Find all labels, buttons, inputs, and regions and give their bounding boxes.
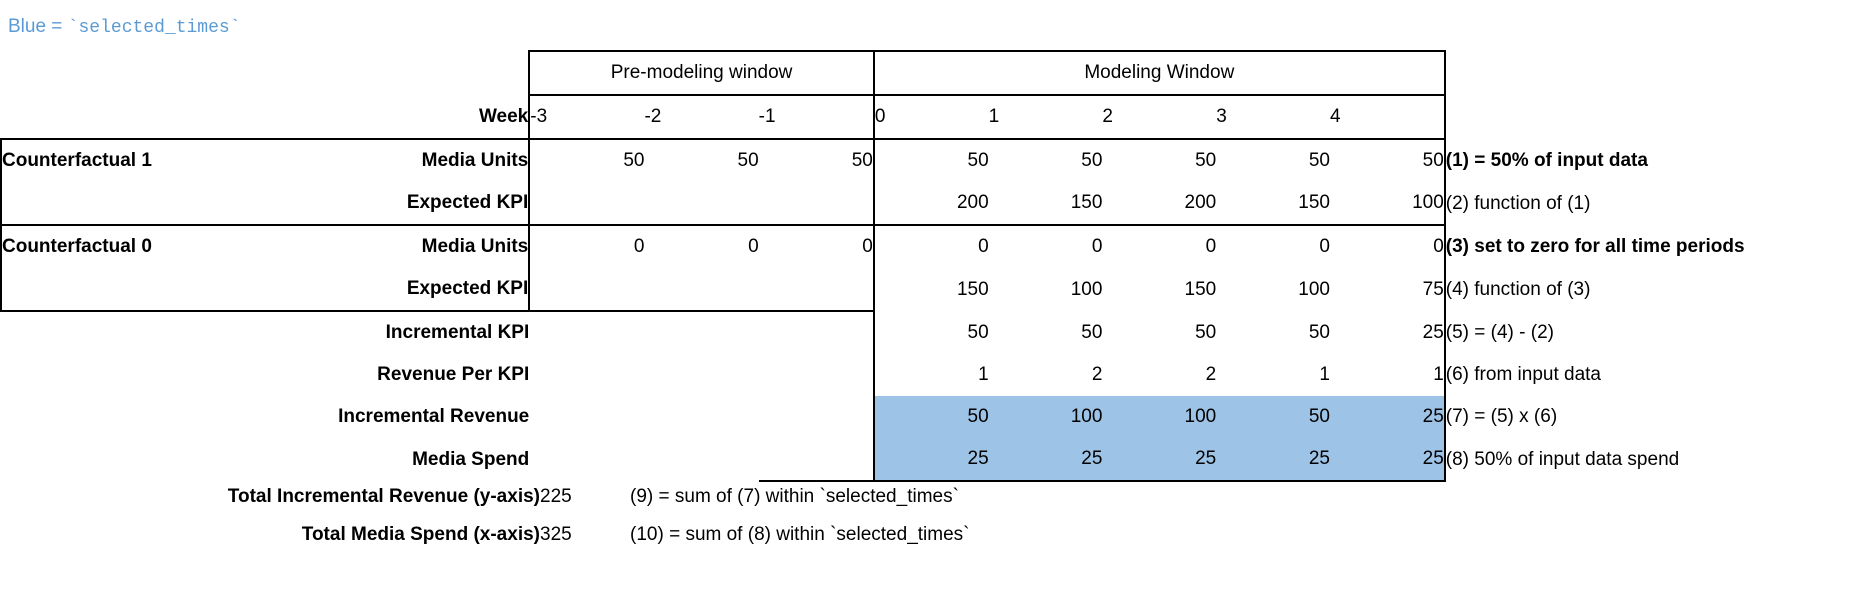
- week-col-mod-4: 4: [1330, 95, 1445, 139]
- cell-pre: [759, 438, 874, 481]
- row-group: [1, 354, 250, 396]
- cell-pre: [759, 268, 874, 311]
- cell-pre: 0: [644, 225, 758, 268]
- row-note: (1) = 50% of input data: [1445, 149, 1648, 171]
- cell-pre: 0: [529, 225, 644, 268]
- cell-pre: 50: [529, 139, 644, 182]
- cell-mod-highlighted: 25: [1102, 438, 1216, 481]
- empty-cell: [1, 95, 250, 139]
- cell-mod-highlighted: 25: [989, 438, 1103, 481]
- cell-pre: [759, 182, 874, 225]
- cell-mod: 100: [1070, 278, 1103, 300]
- cell-mod: 0: [1216, 225, 1330, 268]
- cell-mod: 75: [1330, 268, 1445, 311]
- row-group-counterfactual-0: Counterfactual 0: [1, 225, 250, 268]
- cell-mod: 2: [1205, 364, 1217, 385]
- cell-mod: 200: [1184, 192, 1217, 213]
- cell-mod: 25: [1330, 311, 1445, 354]
- cell-mod-highlighted: 25: [1216, 438, 1330, 481]
- table-row: [1, 396, 1875, 438]
- cell-mod-highlighted: 50: [1216, 396, 1330, 438]
- totals-row: [0, 516, 969, 554]
- cell-pre: [529, 311, 644, 354]
- row-label: Expected KPI: [250, 268, 530, 311]
- row-label: Expected KPI: [406, 192, 529, 213]
- row-note: (7) = (5) x (6): [1445, 406, 1558, 427]
- cell-mod-highlighted: 100: [989, 396, 1103, 438]
- total-note: (10) = sum of (8) within `selected_times`: [630, 524, 970, 545]
- week-col-mod-3: 3: [1216, 95, 1330, 139]
- week-col-mod-0: 0: [874, 95, 989, 139]
- legend-prefix: Blue =: [8, 16, 63, 37]
- row-note: (5) = (4) - (2): [1445, 321, 1554, 343]
- row-label: Media Units: [250, 139, 530, 182]
- row-label: Incremental KPI: [385, 322, 530, 343]
- week-col-pre-1: -2: [644, 95, 758, 139]
- cell-mod: 50: [874, 139, 989, 182]
- empty-cell: [1445, 51, 1875, 95]
- table-grid: [0, 50, 1876, 482]
- cell-mod: 100: [1330, 182, 1445, 225]
- cell-mod: 50: [989, 139, 1103, 182]
- cell-mod: 100: [1298, 278, 1330, 300]
- cell-pre: [529, 396, 644, 438]
- cell-pre: [529, 438, 644, 481]
- row-group-counterfactual-1: Counterfactual 1: [1, 139, 250, 182]
- week-label: Week: [478, 105, 529, 127]
- week-col-pre-2: -1: [759, 95, 874, 139]
- cell-pre: 50: [759, 139, 874, 182]
- row-label: Media Units: [250, 225, 530, 268]
- cell-mod: 50: [967, 321, 989, 343]
- cell-mod: 2: [1091, 364, 1103, 385]
- row-group: [1, 268, 250, 311]
- cell-pre: 50: [644, 139, 758, 182]
- cell-mod: 1: [1330, 354, 1445, 396]
- total-value: 325: [540, 524, 572, 545]
- row-group: [1, 438, 250, 481]
- cell-mod: 1: [978, 364, 989, 385]
- cell-mod: 50: [1195, 321, 1217, 343]
- totals-table: [0, 478, 969, 554]
- row-note: (6) from input data: [1445, 364, 1602, 385]
- row-group: [1, 396, 250, 438]
- table-row: [1, 268, 1875, 311]
- empty-cell: [1, 51, 250, 95]
- cell-pre: [529, 354, 644, 396]
- cell-mod: 50: [1308, 321, 1330, 343]
- table-row: [1, 438, 1875, 481]
- cell-mod: 50: [1102, 139, 1216, 182]
- cell-pre: [644, 438, 758, 481]
- group-header-row: [1, 51, 1875, 95]
- row-note: (2) function of (1): [1445, 192, 1591, 214]
- totals-row: [0, 478, 969, 516]
- cell-pre: [529, 182, 644, 225]
- cell-mod-highlighted: 25: [1330, 396, 1445, 438]
- week-header-row: [1, 95, 1875, 139]
- cell-mod: 0: [1330, 225, 1445, 268]
- row-label: Incremental Revenue: [338, 406, 530, 427]
- table-row: [1, 354, 1875, 396]
- cell-pre: [759, 396, 874, 438]
- table-row: [1, 182, 1875, 225]
- cell-mod: 150: [1184, 278, 1217, 300]
- cell-pre: [759, 354, 874, 396]
- cell-mod: 0: [989, 225, 1103, 268]
- cell-mod: 150: [1298, 192, 1330, 213]
- row-label: Media Spend: [412, 448, 530, 470]
- row-label: Revenue Per KPI: [377, 364, 530, 385]
- cell-mod-highlighted: 25: [874, 438, 989, 481]
- row-note: (4) function of (3): [1445, 278, 1591, 300]
- cell-mod: 50: [1330, 139, 1445, 182]
- group-header-pre: Pre-modeling window: [529, 51, 874, 95]
- table-row: [1, 139, 1875, 182]
- cell-mod: 0: [874, 225, 989, 268]
- week-col-mod-1: 1: [989, 95, 1103, 139]
- cell-mod-highlighted: 25: [1330, 438, 1445, 481]
- cell-mod: 1: [1319, 364, 1330, 385]
- cell-pre: [644, 354, 758, 396]
- cell-pre: [529, 268, 644, 311]
- legend: [8, 16, 241, 38]
- counterfactual-table: [0, 50, 1876, 482]
- cell-pre: [759, 311, 874, 354]
- totals-section: [0, 478, 969, 554]
- cell-pre: [644, 268, 758, 311]
- cell-mod: 200: [956, 192, 989, 213]
- week-col-mod-2: 2: [1102, 95, 1216, 139]
- empty-cell: [250, 51, 530, 95]
- cell-mod: 50: [1081, 321, 1103, 343]
- row-group: [1, 182, 250, 225]
- cell-pre: [644, 182, 758, 225]
- total-label: Total Incremental Revenue (y-axis): [227, 486, 540, 507]
- empty-cell: [1445, 95, 1875, 139]
- cell-mod: 0: [1102, 225, 1216, 268]
- cell-pre: 0: [759, 225, 874, 268]
- cell-mod-highlighted: 50: [874, 396, 989, 438]
- cell-pre: [644, 311, 758, 354]
- row-note: (3) set to zero for all time periods: [1445, 235, 1745, 257]
- cell-pre: [644, 396, 758, 438]
- total-value: 225: [540, 486, 572, 507]
- cell-mod-highlighted: 100: [1102, 396, 1216, 438]
- total-label: Total Media Spend (x-axis): [301, 524, 540, 545]
- group-header-modeling: Modeling Window: [874, 51, 1445, 95]
- row-group: [1, 311, 250, 354]
- legend-code: `selected_times`: [67, 18, 241, 38]
- total-note: (9) = sum of (7) within `selected_times`: [630, 486, 959, 507]
- cell-mod: 150: [956, 278, 989, 300]
- table-row: [1, 311, 1875, 354]
- week-col-pre-0: -3: [529, 95, 644, 139]
- row-note: (8) 50% of input data spend: [1445, 448, 1680, 470]
- table-row: [1, 225, 1875, 268]
- cell-mod: 150: [1070, 192, 1103, 213]
- cell-mod: 50: [1216, 139, 1330, 182]
